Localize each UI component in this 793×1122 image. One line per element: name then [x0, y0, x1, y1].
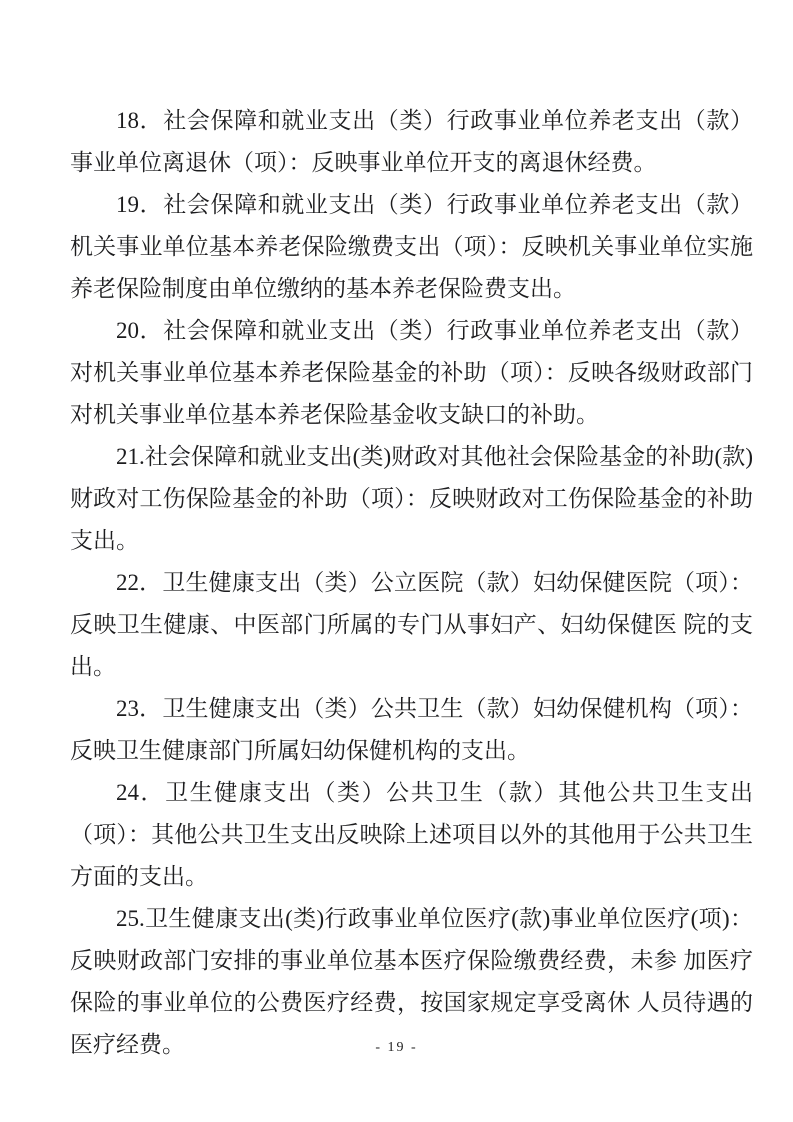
paragraph-item-20: 20．社会保障和就业支出（类）行政事业单位养老支出（款）对机关事业单位基本养老保险基金的补助（项）：反映各级财政部门对机关事业单位基本养老保险基金收支缺口的补助。	[70, 318, 753, 427]
page-number: - 19 -	[375, 1040, 418, 1055]
paragraph-item-25: 25.卫生健康支出(类)行政事业单位医疗(款)事业单位医疗(项)：反映财政部门安排的事业单位基本医疗保险缴费经费，未参 加医疗保险的事业单位的公费医疗经费，按国家规定享受离休 人员待遇的医疗经费。	[70, 906, 754, 1057]
paragraph-item-18: 18．社会保障和就业支出（类）行政事业单位养老支出（款）事业单位离退休（项）：反映事业单位开支的离退休经费。	[70, 108, 753, 175]
paragraph-item-23: 23．卫生健康支出（类）公共卫生（款）妇幼保健机构（项）：反映卫生健康部门所属妇幼保健机构的支出。	[70, 696, 753, 763]
paragraph-item-22: 22．卫生健康支出（类）公立医院（款）妇幼保健医院（项）：反映卫生健康、中医部门所属的专门从事妇产、妇幼保健医 院的支出。	[70, 570, 754, 679]
paragraph-item-24: 24．卫生健康支出（类）公共卫生（款）其他公共卫生支出（项）：其他公共卫生支出反映除上述项目以外的其他用于公共卫生 方面的支出。	[70, 780, 753, 889]
paragraph-item-19: 19．社会保障和就业支出（类）行政事业单位养老支出（款）机关事业单位基本养老保险缴费支出（项）：反映机关事业单位实施养老保险制度由单位缴纳的基本养老保险费支出。	[70, 192, 753, 301]
page-footer	[0, 1038, 793, 1056]
document-body	[70, 100, 753, 1066]
paragraph-item-21: 21.社会保障和就业支出(类)财政对其他社会保险基金的补助(款)财政对工伤保险基金的补助（项）：反映财政对工伤保险基金的补助支出。	[70, 444, 753, 553]
